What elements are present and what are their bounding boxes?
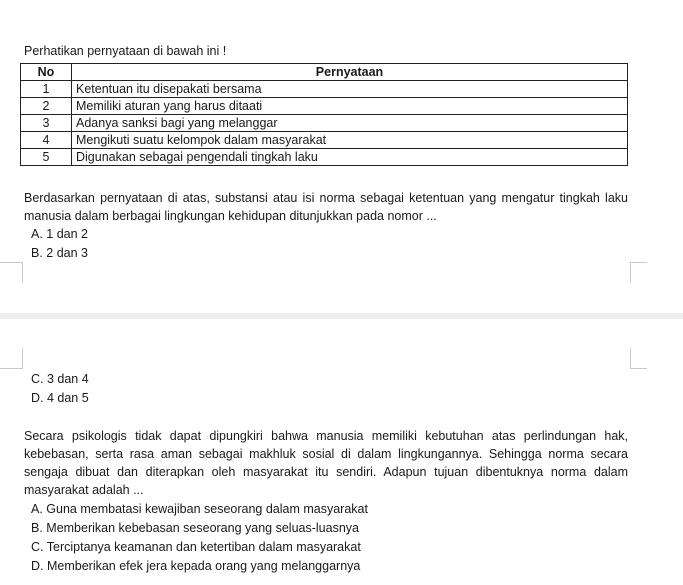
q1-option-a[interactable]: A. 1 dan 2 [31,227,88,241]
table-row [21,149,628,166]
crop-mark [630,368,647,369]
row-statement: Memiliki aturan yang harus ditaati [72,98,628,115]
crop-mark [22,348,23,369]
question-2-text: Secara psikologis tidak dapat dipungkiri bahwa manusia memiliki kebutuhan atas perlindungan hak, kebebasan, serta rasa aman sebagai makhluk sosial di dalam lingkungannya. Sehingga norma secara sengaja dibuat dan diterapkan oleh masyarakat itu sendiri. Adapun tujuan dibentuknya norma dalam masyarakat adalah ... [24,429,628,497]
q1-option-c[interactable]: C. 3 dan 4 [31,372,89,386]
row-number: 5 [21,149,72,166]
question-1-text: Berdasarkan pernyataan di atas, substansi atau isi norma sebagai ketentuan yang mengatur tingkah laku manusia dalam berbagai lingkungan kehidupan ditunjukkan pada nomor ... [24,191,628,223]
q2-option-c[interactable]: C. Terciptanya keamanan dan ketertiban dalam masyarakat [31,540,361,554]
crop-mark [0,262,22,263]
row-number: 2 [21,98,72,115]
header-statement: Pernyataan [72,64,628,81]
q1-option-d[interactable]: D. 4 dan 5 [31,391,89,405]
crop-mark [630,262,631,283]
crop-mark [630,262,647,263]
row-number: 3 [21,115,72,132]
row-statement: Adanya sanksi bagi yang melanggar [72,115,628,132]
page-break-band [0,313,683,319]
row-statement: Ketentuan itu disepakati bersama [72,81,628,98]
q2-option-d[interactable]: D. Memberikan efek jera kepada orang yang melanggarnya [31,559,361,573]
row-number: 4 [21,132,72,149]
crop-mark [630,348,631,369]
q1-option-b[interactable]: B. 2 dan 3 [31,246,88,260]
row-number: 1 [21,81,72,98]
table-row [21,81,628,98]
intro-text: Perhatikan pernyataan di bawah ini ! [24,44,227,58]
crop-mark [22,262,23,283]
row-statement: Mengikuti suatu kelompok dalam masyarakat [72,132,628,149]
q2-option-b[interactable]: B. Memberikan kebebasan seseorang yang seluas-luasnya [31,521,359,535]
row-statement: Digunakan sebagai pengendali tingkah laku [72,149,628,166]
table-row [21,98,628,115]
header-no: No [21,64,72,81]
table-header-row [21,64,628,81]
table-row [21,115,628,132]
table-row [21,132,628,149]
crop-mark [0,368,22,369]
q2-option-a[interactable]: A. Guna membatasi kewajiban seseorang dalam masyarakat [31,502,368,516]
statement-table [20,63,628,166]
